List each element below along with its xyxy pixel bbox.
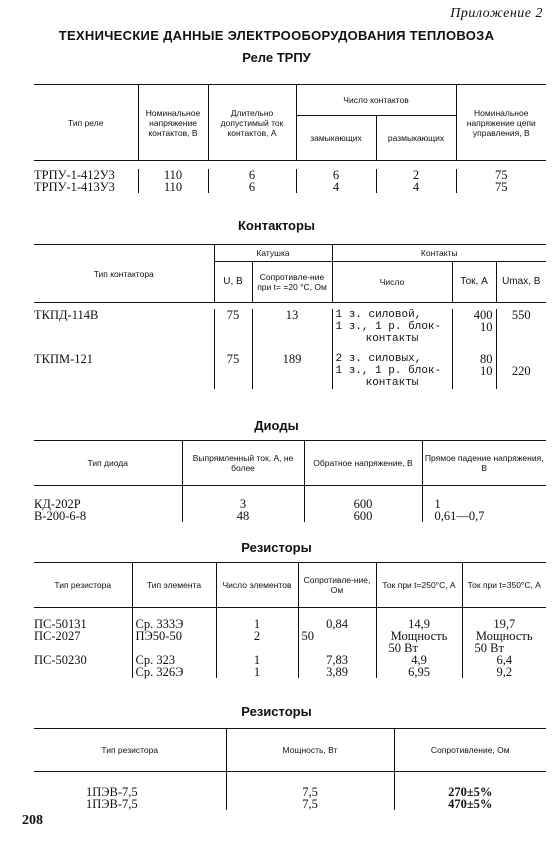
contactors-col-resistance: Сопротивле-ние при t= =20 °С, Ом	[252, 262, 332, 303]
resistors-col-i250: Ток при t=250°С, А	[376, 563, 462, 608]
contactors-col-type: Тип контактора	[34, 245, 214, 303]
contactor-current: 80	[452, 353, 496, 365]
contactor-current: 400	[452, 309, 496, 321]
relay-control: 75	[456, 181, 546, 193]
diodes-col-reverse: Обратное напряжение, В	[304, 441, 422, 486]
contactor-number: контакты	[332, 377, 452, 389]
contactors-col-umax: Umax, В	[496, 262, 546, 303]
resistors-power-col-type: Тип резистора	[34, 729, 226, 772]
resistors-power-title: Резисторы	[241, 704, 312, 719]
relays-title: Реле ТРПУ	[242, 50, 311, 65]
contactor-number: 1 з. силовой,	[332, 309, 452, 321]
contactors-col-coil: Катушка	[214, 245, 332, 262]
contactors-col-contacts: Контакты	[332, 245, 546, 262]
relay-opening: 4	[376, 181, 456, 193]
contactors-col-number: Число	[332, 262, 452, 303]
resistor-resistance: 7,83	[298, 654, 376, 666]
relay-type: ТРПУ-1-413У3	[34, 180, 115, 194]
relay-closing: 4	[296, 181, 376, 193]
contactor-number: 2 з. силовых,	[332, 353, 452, 365]
contactors-col-current: Ток, А	[452, 262, 496, 303]
resistor-power-resistance: 270±5%	[394, 786, 546, 798]
resistors-header-row	[34, 563, 546, 608]
diodes-table	[34, 440, 546, 522]
resistors-power-col-resistance: Сопротивление, Ом	[394, 729, 546, 772]
resistors-col-i350: Ток при t=350°С, А	[462, 563, 546, 608]
resistor-resistance: 0,84	[298, 618, 376, 630]
resistor-element: Ср. 326Э	[132, 666, 216, 678]
resistor-type: ПС-50230	[34, 653, 87, 667]
contactor-u: 75	[214, 353, 252, 365]
resistor-power-type: 1ПЭВ-7,5	[86, 785, 138, 799]
resistors-col-type: Тип резистора	[34, 563, 132, 608]
page-title: ТЕХНИЧЕСКИЕ ДАННЫЕ ЭЛЕКТРООБОРУДОВАНИЯ ТЕПЛОВОЗА	[58, 28, 495, 43]
diode-reverse: 600	[304, 510, 422, 522]
contactors-table	[34, 244, 546, 389]
relay-type: ТРПУ-1-412У3	[34, 168, 115, 182]
table-row	[34, 630, 546, 642]
table-row	[34, 642, 546, 654]
diode-forward: 1	[422, 498, 546, 510]
table-row	[34, 618, 546, 630]
resistor-type: ПС-2027	[34, 629, 81, 643]
relays-header-row	[34, 85, 546, 116]
contactors-col-u: U, В	[214, 262, 252, 303]
relays-table	[34, 84, 546, 193]
resistor-resistance: 3,89	[298, 666, 376, 678]
relay-closing: 6	[296, 169, 376, 181]
resistor-power-type: 1ПЭВ-7,5	[86, 797, 138, 811]
contactor-u: 75	[214, 309, 252, 321]
resistor-count: 1	[216, 666, 298, 678]
resistor-count: 1	[216, 618, 298, 630]
relays-col-control: Номинальное напряжение цепи управления, В	[456, 85, 546, 161]
resistor-element: ПЭ50-50	[132, 630, 216, 642]
resistors-col-count: Число элементов	[216, 563, 298, 608]
table-row	[34, 181, 546, 193]
contactors-header-row	[34, 245, 546, 262]
diode-forward: 0,61—0,7	[422, 510, 546, 522]
appendix-label: Приложение 2	[450, 6, 543, 21]
resistors-table	[34, 562, 546, 678]
diodes-col-type: Тип диода	[34, 441, 182, 486]
resistors-col-element: Тип элемента	[132, 563, 216, 608]
resistor-type: ПС-50131	[34, 617, 87, 631]
diode-type: КД-202Р	[34, 497, 81, 511]
relay-voltage: 110	[138, 169, 208, 181]
contactor-umax: 550	[496, 309, 546, 321]
relays-col-opening: размыкающих	[376, 116, 456, 161]
resistors-col-resistance: Сопротивле-ние, Ом	[298, 563, 376, 608]
resistor-count: 2	[216, 630, 298, 642]
resistor-resistance: 50	[298, 630, 376, 642]
resistor-i350: 50 Вт	[462, 642, 546, 654]
resistor-i250: 4,9	[376, 654, 462, 666]
table-row	[34, 309, 546, 321]
table-row	[34, 333, 546, 345]
diode-reverse: 600	[304, 498, 422, 510]
relay-voltage: 110	[138, 181, 208, 193]
resistor-power-value: 7,5	[226, 786, 394, 798]
contactors-title: Контакторы	[237, 218, 315, 233]
resistor-element: Ср. 333Э	[132, 618, 216, 630]
diodes-col-current: Выпрямленный ток, А, не более	[182, 441, 304, 486]
contactor-current: 10	[452, 365, 496, 377]
table-row	[34, 321, 546, 333]
contactor-resistance: 13	[252, 309, 332, 321]
contactor-number: 1 з., 1 р. блок-	[332, 321, 452, 333]
contactor-number: 1 з., 1 р. блок-	[332, 365, 452, 377]
resistor-i350: 19,7	[462, 618, 546, 630]
resistor-i350: 6,4	[462, 654, 546, 666]
relays-col-closing: замыкающих	[296, 116, 376, 161]
table-row	[34, 798, 546, 810]
relays-col-contacts: Число контактов	[296, 85, 456, 116]
resistor-count: 1	[216, 654, 298, 666]
table-row	[34, 654, 546, 666]
table-row	[34, 365, 546, 377]
page-number: 208	[22, 813, 43, 828]
resistor-i250: Мощность	[376, 630, 462, 642]
resistor-i250: 14,9	[376, 618, 462, 630]
resistor-i350: Мощность	[462, 630, 546, 642]
resistor-type	[34, 666, 132, 678]
table-row	[34, 377, 546, 389]
resistor-element: Ср. 323	[132, 654, 216, 666]
relays-col-current: Длительно допустимый ток контактов, А	[208, 85, 296, 161]
contactor-type: ТКПД-114В	[34, 308, 99, 322]
resistor-i250: 50 Вт	[376, 642, 462, 654]
contactor-umax: 220	[496, 365, 546, 377]
table-row	[34, 666, 546, 678]
resistors-power-header-row	[34, 729, 546, 772]
relays-col-type: Тип реле	[34, 85, 138, 161]
diodes-title: Диоды	[254, 418, 299, 433]
table-row	[34, 353, 546, 365]
diode-current: 48	[182, 510, 304, 522]
resistor-power-value: 7,5	[226, 798, 394, 810]
contactor-resistance: 189	[252, 353, 332, 365]
table-row	[34, 510, 546, 522]
relays-col-voltage: Номинальное напряжение контактов, В	[138, 85, 208, 161]
diodes-header-row	[34, 441, 546, 486]
resistors-power-col-power: Мощность, Вт	[226, 729, 394, 772]
resistors-power-table	[34, 728, 546, 810]
resistors-title: Резисторы	[241, 540, 312, 555]
relay-current: 6	[208, 169, 296, 181]
resistor-power-resistance: 470±5%	[394, 798, 546, 810]
relay-opening: 2	[376, 169, 456, 181]
contactor-type: ТКПМ-121	[34, 352, 94, 366]
diodes-col-forward: Прямое падение напряжения, В	[422, 441, 546, 486]
contactor-number: контакты	[332, 333, 452, 345]
relay-control: 75	[456, 169, 546, 181]
contactor-current: 10	[452, 321, 496, 333]
diode-type: В-200-6-8	[34, 509, 87, 523]
resistor-i250: 6,95	[376, 666, 462, 678]
diode-current: 3	[182, 498, 304, 510]
relay-current: 6	[208, 181, 296, 193]
resistor-i350: 9,2	[462, 666, 546, 678]
